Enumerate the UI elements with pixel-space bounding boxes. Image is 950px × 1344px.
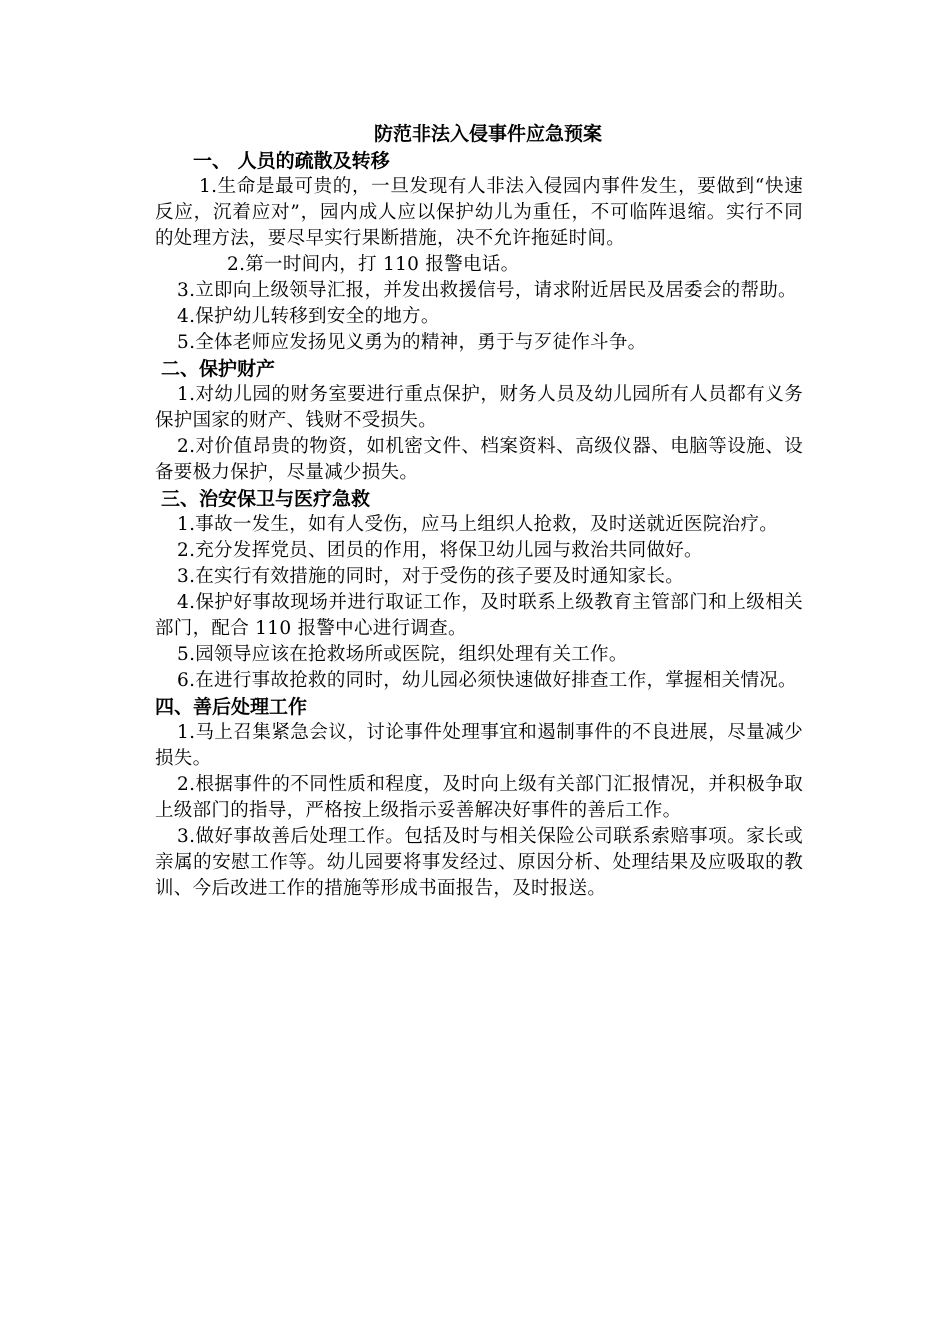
document-body — [155, 120, 803, 902]
section-heading-4: 四、善后处理工作 — [155, 696, 308, 718]
paragraph: 1.马上召集紧急会议，讨论事件处理事宜和遏制事件的不良进展，尽量减少损失。 — [155, 722, 803, 769]
paragraph: 2.充分发挥党员、团员的作用，将保卫幼儿园与救治共同做好。 — [177, 540, 703, 561]
paragraph: 3.做好事故善后处理工作。包括及时与相关保险公司联系索赔事项。家长或亲属的安慰工作等。幼儿园要将事发经过、原因分析、处理结果及应吸取的教训、今后改进工作的措施等形成书面报告，及时报送。 — [155, 826, 803, 899]
paragraph: 4.保护好事故现场并进行取证工作，及时联系上级教育主管部门和上级相关部门，配合 110 报警中心进行调查。 — [155, 592, 803, 639]
paragraph: 1.对幼儿园的财务室要进行重点保护，财务人员及幼儿园所有人员都有义务保护国家的财产、钱财不受损失。 — [155, 384, 803, 431]
paragraph: 2.根据事件的不同性质和程度，及时向上级有关部门汇报情况，并积极争取上级部门的指导，严格按上级指示妥善解决好事件的善后工作。 — [155, 774, 803, 821]
paragraph: 1.事故一发生，如有人受伤，应马上组织人抢救，及时送就近医院治疗。 — [177, 514, 779, 535]
section-heading-1: 一、 人员的疏散及转移 — [193, 150, 390, 172]
section-heading-2: 二、保护财产 — [161, 358, 276, 380]
paragraph: 4.保护幼儿转移到安全的地方。 — [177, 306, 440, 327]
paragraph: 3.在实行有效措施的同时，对于受伤的孩子要及时通知家长。 — [177, 566, 685, 587]
paragraph: 2.对价值昂贵的物资，如机密文件、档案资料、高级仪器、电脑等设施、设备要极力保护，尽量减少损失。 — [155, 436, 803, 483]
paragraph: 1.生命是最可贵的，一旦发现有人非法入侵园内事件发生，要做到“快速反应，沉着应对”，园内成人应以保护幼儿为重任，不可临阵退缩。实行不同的处理方法，要尽早实行果断措施，决不允许拖延时间。 — [155, 176, 803, 249]
paragraph: 2.第一时间内，打 110 报警电话。 — [227, 254, 520, 275]
document-title: 防范非法入侵事件应急预案 — [373, 123, 602, 145]
section-heading-3: 三、治安保卫与医疗急救 — [161, 488, 371, 510]
paragraph: 5.全体老师应发扬见义勇为的精神，勇于与歹徒作斗争。 — [177, 332, 647, 353]
paragraph: 6.在进行事故抢救的同时，幼儿园必须快速做好排查工作，掌握相关情况。 — [177, 670, 797, 691]
paragraph: 5.园领导应该在抢救场所或医院，组织处理有关工作。 — [177, 644, 628, 665]
paragraph: 3.立即向上级领导汇报，并发出救援信号，请求附近居民及居委会的帮助。 — [177, 280, 797, 301]
